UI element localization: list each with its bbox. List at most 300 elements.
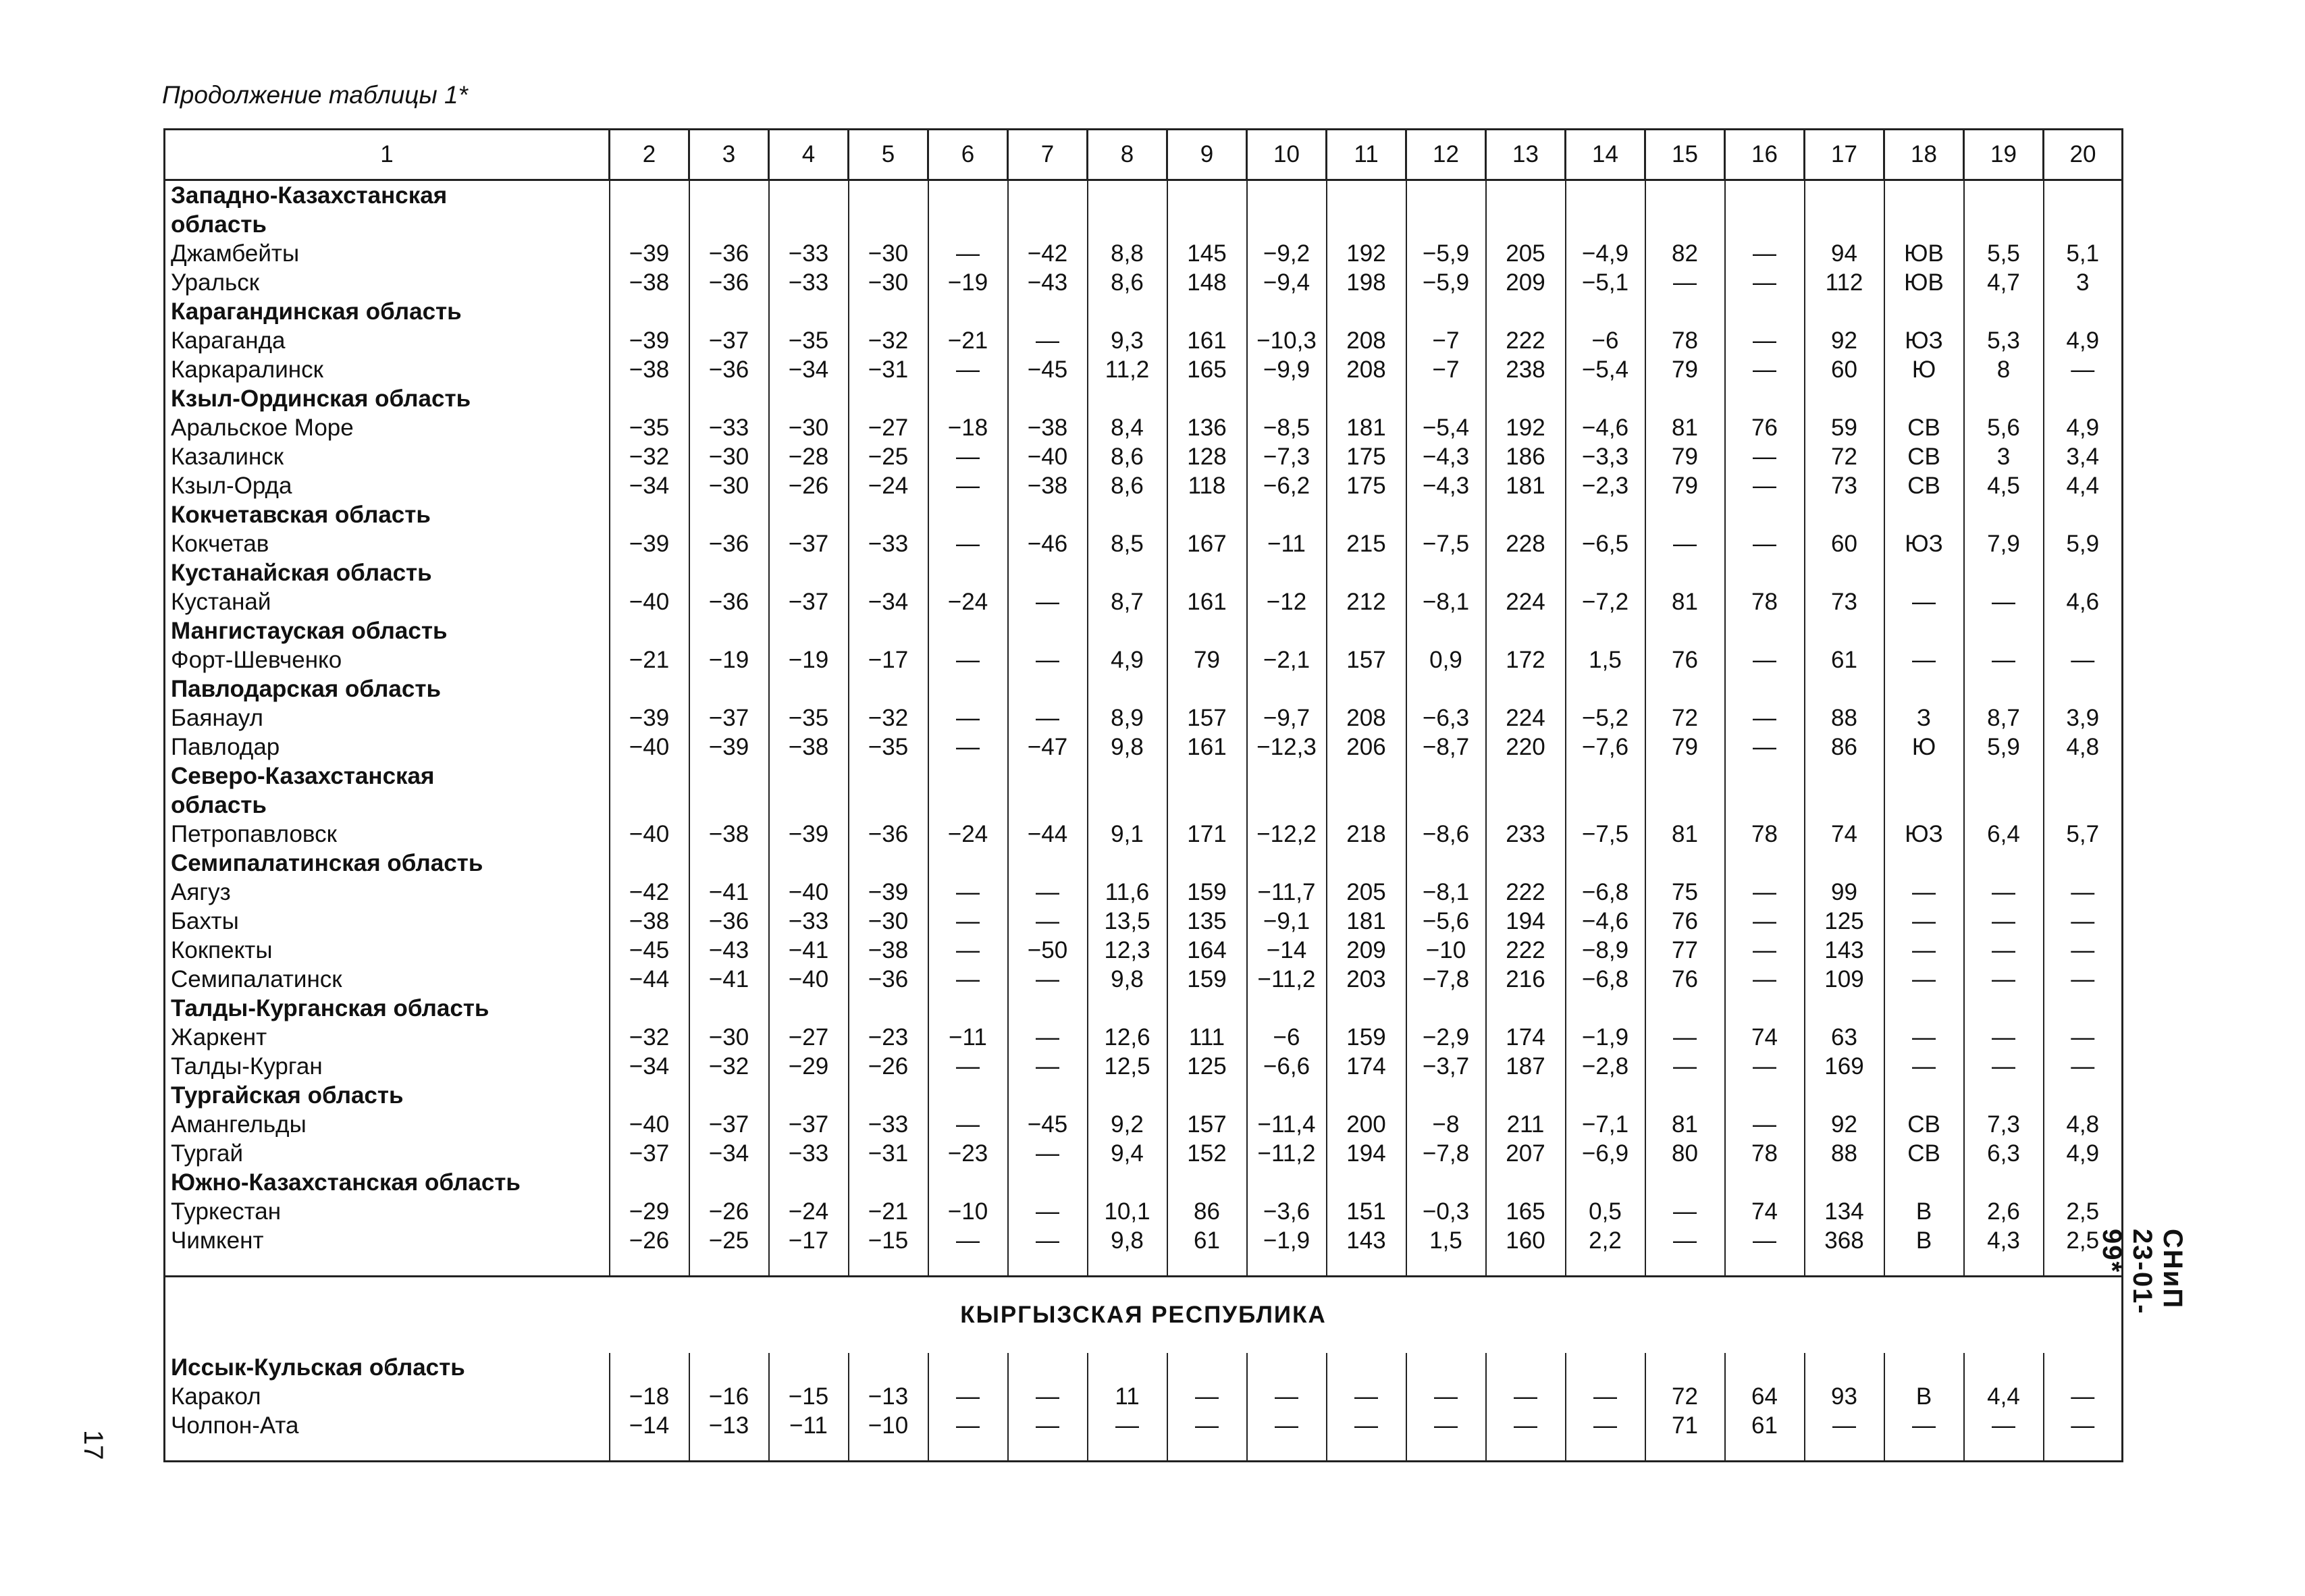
- table-cell: −1,9: [1247, 1226, 1327, 1255]
- table-cell: −46: [1008, 529, 1088, 558]
- region-row: [165, 1353, 2123, 1382]
- table-cell: [1327, 1081, 1406, 1110]
- table-cell: −42: [610, 878, 689, 907]
- table-cell: −31: [849, 1139, 928, 1168]
- table-cell: 0,5: [1566, 1197, 1645, 1226]
- table-cell: [1566, 1440, 1645, 1462]
- table-cell: —: [1167, 1411, 1247, 1440]
- table-cell: [1406, 384, 1486, 413]
- table-cell: [689, 558, 769, 587]
- column-header: 1: [165, 130, 610, 180]
- table-cell: 63: [1805, 1023, 1884, 1052]
- table-cell: 3: [2044, 268, 2123, 297]
- station-name: Жаркент: [165, 1023, 610, 1052]
- table-cell: −32: [610, 1023, 689, 1052]
- table-cell: 3: [1964, 442, 2044, 471]
- table-row: [165, 1110, 2123, 1139]
- region-row: [165, 180, 2123, 211]
- table-cell: [769, 791, 849, 820]
- table-cell: —: [1884, 936, 1964, 965]
- table-cell: [1406, 762, 1486, 791]
- table-cell: [849, 1255, 928, 1277]
- station-name: Караганда: [165, 326, 610, 355]
- table-cell: [1167, 1255, 1247, 1277]
- table-cell: [1486, 500, 1566, 529]
- region-row: [165, 994, 2123, 1023]
- table-cell: —: [1964, 936, 2044, 965]
- table-cell: [928, 1353, 1008, 1382]
- table-cell: [1964, 180, 2044, 211]
- table-row: [165, 355, 2123, 384]
- table-cell: 181: [1327, 907, 1406, 936]
- table-cell: [1167, 1440, 1247, 1462]
- table-cell: —: [1725, 1052, 1805, 1081]
- table-body-kyrgyzstan: [165, 1277, 2123, 1462]
- table-cell: −37: [769, 529, 849, 558]
- table-cell: [610, 500, 689, 529]
- table-cell: —: [1247, 1411, 1327, 1440]
- table-cell: −17: [849, 645, 928, 674]
- table-cell: −11,4: [1247, 1110, 1327, 1139]
- table-cell: —: [928, 733, 1008, 762]
- table-cell: [2044, 791, 2123, 820]
- table-row: [165, 442, 2123, 471]
- table-cell: −12,3: [1247, 733, 1327, 762]
- table-cell: [1884, 500, 1964, 529]
- table-cell: —: [1566, 1411, 1645, 1440]
- table-cell: −38: [1008, 413, 1088, 442]
- table-cell: [1964, 1255, 2044, 1277]
- table-cell: —: [1486, 1411, 1566, 1440]
- table-cell: [928, 1081, 1008, 1110]
- table-cell: 200: [1327, 1110, 1406, 1139]
- table-cell: −8,6: [1406, 820, 1486, 849]
- table-cell: [1645, 1168, 1725, 1197]
- table-cell: −41: [689, 965, 769, 994]
- table-cell: 6,4: [1964, 820, 2044, 849]
- table-cell: [1088, 674, 1167, 703]
- table-cell: [610, 791, 689, 820]
- table-cell: 159: [1327, 1023, 1406, 1052]
- table-cell: [928, 558, 1008, 587]
- table-cell: —: [1008, 1411, 1088, 1440]
- table-cell: 4,3: [1964, 1226, 2044, 1255]
- table-cell: [1247, 849, 1327, 878]
- table-cell: −8,1: [1406, 878, 1486, 907]
- table-cell: [1406, 791, 1486, 820]
- table-cell: −9,2: [1247, 239, 1327, 268]
- table-cell: —: [1725, 733, 1805, 762]
- table-cell: 92: [1805, 1110, 1884, 1139]
- table-cell: [1805, 674, 1884, 703]
- table-cell: —: [928, 442, 1008, 471]
- table-cell: [2044, 1168, 2123, 1197]
- table-cell: 1,5: [1406, 1226, 1486, 1255]
- table-cell: 99: [1805, 878, 1884, 907]
- table-cell: —: [1884, 1411, 1964, 1440]
- column-header: 15: [1645, 130, 1725, 180]
- table-cell: —: [1008, 1052, 1088, 1081]
- table-cell: [1645, 849, 1725, 878]
- table-cell: [1167, 1081, 1247, 1110]
- table-cell: [1247, 500, 1327, 529]
- table-cell: −37: [689, 703, 769, 733]
- table-cell: —: [1008, 645, 1088, 674]
- table-cell: [1964, 994, 2044, 1023]
- table-cell: [1008, 500, 1088, 529]
- table-cell: −21: [928, 326, 1008, 355]
- table-cell: —: [1327, 1382, 1406, 1411]
- table-cell: —: [1566, 1382, 1645, 1411]
- table-cell: −14: [1247, 936, 1327, 965]
- table-cell: [1167, 1168, 1247, 1197]
- table-cell: 11: [1088, 1382, 1167, 1411]
- region-row: [165, 210, 2123, 239]
- table-cell: [1884, 791, 1964, 820]
- table-cell: [1884, 1353, 1964, 1382]
- station-name: Павлодар: [165, 733, 610, 762]
- table-row: [165, 587, 2123, 616]
- table-cell: 11,6: [1088, 878, 1167, 907]
- table-cell: [1247, 210, 1327, 239]
- table-cell: [1247, 674, 1327, 703]
- station-name: Туркестан: [165, 1197, 610, 1226]
- table-cell: −6,6: [1247, 1052, 1327, 1081]
- table-cell: [689, 674, 769, 703]
- table-cell: 222: [1486, 326, 1566, 355]
- table-cell: [1884, 558, 1964, 587]
- table-cell: [1884, 994, 1964, 1023]
- table-cell: [849, 297, 928, 326]
- table-cell: —: [1964, 587, 2044, 616]
- table-cell: 71: [1645, 1411, 1725, 1440]
- table-cell: [1088, 558, 1167, 587]
- table-cell: 238: [1486, 355, 1566, 384]
- region-row: [165, 616, 2123, 645]
- table-cell: [1884, 1168, 1964, 1197]
- table-cell: 4,8: [2044, 733, 2123, 762]
- table-cell: [849, 994, 928, 1023]
- table-cell: —: [1725, 965, 1805, 994]
- table-cell: [689, 849, 769, 878]
- table-cell: —: [2044, 1382, 2123, 1411]
- table-cell: СВ: [1884, 442, 1964, 471]
- table-cell: [689, 791, 769, 820]
- table-cell: [2044, 558, 2123, 587]
- table-cell: [769, 558, 849, 587]
- table-cell: [1964, 1081, 2044, 1110]
- table-cell: −7,6: [1566, 733, 1645, 762]
- table-cell: [1884, 1255, 1964, 1277]
- table-cell: 207: [1486, 1139, 1566, 1168]
- table-cell: [1805, 1168, 1884, 1197]
- table-cell: [1486, 674, 1566, 703]
- region-name: Мангистауская область: [165, 616, 610, 645]
- table-cell: −32: [849, 703, 928, 733]
- table-cell: [1964, 500, 2044, 529]
- table-cell: 4,4: [1964, 1382, 2044, 1411]
- table-cell: В: [1884, 1382, 1964, 1411]
- table-cell: [1008, 180, 1088, 211]
- table-cell: [849, 1353, 928, 1382]
- table-cell: 222: [1486, 936, 1566, 965]
- table-row: [165, 413, 2123, 442]
- table-cell: [610, 180, 689, 211]
- table-cell: [1725, 1440, 1805, 1462]
- table-cell: [1406, 558, 1486, 587]
- table-cell: —: [1725, 239, 1805, 268]
- table-cell: [1008, 674, 1088, 703]
- table-cell: —: [1406, 1382, 1486, 1411]
- table-cell: 216: [1486, 965, 1566, 994]
- table-cell: −5,4: [1566, 355, 1645, 384]
- region-row: [165, 558, 2123, 587]
- table-cell: 8,6: [1088, 268, 1167, 297]
- table-cell: [610, 1081, 689, 1110]
- table-cell: 4,7: [1964, 268, 2044, 297]
- table-cell: 205: [1327, 878, 1406, 907]
- table-cell: [928, 994, 1008, 1023]
- table-cell: 5,1: [2044, 239, 2123, 268]
- region-row: [165, 500, 2123, 529]
- table-cell: [1486, 762, 1566, 791]
- table-cell: [1566, 674, 1645, 703]
- column-header: 5: [849, 130, 928, 180]
- table-cell: [1725, 500, 1805, 529]
- table-cell: 159: [1167, 965, 1247, 994]
- table-cell: −43: [689, 936, 769, 965]
- table-cell: [689, 762, 769, 791]
- table-cell: −25: [849, 442, 928, 471]
- table-cell: −37: [610, 1139, 689, 1168]
- table-cell: —: [1725, 355, 1805, 384]
- table-row: [165, 529, 2123, 558]
- table-cell: [1486, 994, 1566, 1023]
- table-cell: [849, 1081, 928, 1110]
- table-cell: [1088, 180, 1167, 211]
- table-cell: 160: [1486, 1226, 1566, 1255]
- table-cell: 2,2: [1566, 1226, 1645, 1255]
- table-cell: 1,5: [1566, 645, 1645, 674]
- section-banner-row: [165, 1277, 2123, 1354]
- table-cell: 198: [1327, 268, 1406, 297]
- table-cell: −2,3: [1566, 471, 1645, 500]
- table-cell: [1088, 297, 1167, 326]
- table-cell: 218: [1327, 820, 1406, 849]
- table-cell: 209: [1327, 936, 1406, 965]
- table-cell: [689, 994, 769, 1023]
- table-cell: 125: [1167, 1052, 1247, 1081]
- table-cell: [165, 1440, 610, 1462]
- table-cell: [1486, 297, 1566, 326]
- table-cell: [1964, 1168, 2044, 1197]
- table-cell: [1486, 1440, 1566, 1462]
- table-cell: СВ: [1884, 1110, 1964, 1139]
- table-cell: [1725, 1168, 1805, 1197]
- table-cell: 61: [1805, 645, 1884, 674]
- table-cell: −41: [769, 936, 849, 965]
- table-cell: 5,9: [1964, 733, 2044, 762]
- table-cell: 165: [1486, 1197, 1566, 1226]
- table-cell: −45: [1008, 1110, 1088, 1139]
- table-cell: [928, 297, 1008, 326]
- table-cell: [1008, 849, 1088, 878]
- table-cell: [610, 297, 689, 326]
- table-cell: 208: [1327, 326, 1406, 355]
- table-cell: [1486, 1255, 1566, 1277]
- table-cell: —: [1406, 1411, 1486, 1440]
- table-cell: —: [1645, 1052, 1725, 1081]
- table-cell: [1645, 500, 1725, 529]
- table-cell: [1645, 762, 1725, 791]
- table-cell: −0,3: [1406, 1197, 1486, 1226]
- table-cell: СВ: [1884, 413, 1964, 442]
- table-cell: [1725, 1081, 1805, 1110]
- climate-table: [163, 128, 2123, 1462]
- table-cell: [1008, 1168, 1088, 1197]
- table-cell: −12,2: [1247, 820, 1327, 849]
- table-cell: В: [1884, 1197, 1964, 1226]
- region-row: [165, 384, 2123, 413]
- table-cell: −34: [610, 1052, 689, 1081]
- table-cell: [1884, 297, 1964, 326]
- table-cell: [1247, 791, 1327, 820]
- table-cell: [1088, 616, 1167, 645]
- table-cell: [1964, 1353, 2044, 1382]
- table-cell: −40: [610, 820, 689, 849]
- table-cell: −2,8: [1566, 1052, 1645, 1081]
- table-cell: [1805, 500, 1884, 529]
- table-cell: −33: [769, 239, 849, 268]
- table-cell: —: [1884, 587, 1964, 616]
- table-cell: [689, 616, 769, 645]
- table-cell: 161: [1167, 587, 1247, 616]
- table-cell: [1566, 1081, 1645, 1110]
- table-cell: [2044, 1353, 2123, 1382]
- table-cell: [1008, 616, 1088, 645]
- table-cell: 5,3: [1964, 326, 2044, 355]
- table-cell: 92: [1805, 326, 1884, 355]
- table-cell: [1088, 1168, 1167, 1197]
- table-cell: [1645, 558, 1725, 587]
- table-cell: [689, 210, 769, 239]
- table-cell: 76: [1725, 413, 1805, 442]
- table-cell: −32: [610, 442, 689, 471]
- spacer-row: [165, 1440, 2123, 1462]
- table-cell: 11,2: [1088, 355, 1167, 384]
- table-row: [165, 907, 2123, 936]
- table-cell: [2044, 1081, 2123, 1110]
- table-cell: −40: [769, 965, 849, 994]
- table-cell: 9,4: [1088, 1139, 1167, 1168]
- table-cell: −37: [769, 587, 849, 616]
- table-cell: −39: [689, 733, 769, 762]
- table-cell: [1566, 616, 1645, 645]
- table-cell: [1805, 210, 1884, 239]
- table-row: [165, 1226, 2123, 1255]
- table-cell: [689, 180, 769, 211]
- station-name: Баянаул: [165, 703, 610, 733]
- table-cell: [769, 1440, 849, 1462]
- table-cell: 82: [1645, 239, 1725, 268]
- table-cell: [769, 616, 849, 645]
- table-cell: −10,3: [1247, 326, 1327, 355]
- table-cell: [1008, 1353, 1088, 1382]
- table-cell: −33: [849, 1110, 928, 1139]
- table-cell: ЮВ: [1884, 268, 1964, 297]
- table-cell: —: [1884, 645, 1964, 674]
- table-cell: [1406, 297, 1486, 326]
- table-cell: [769, 297, 849, 326]
- region-name: Северо-Казахстанская: [165, 762, 610, 791]
- table-cell: [928, 1168, 1008, 1197]
- table-cell: [1645, 1353, 1725, 1382]
- table-cell: 175: [1327, 442, 1406, 471]
- table-cell: [1008, 558, 1088, 587]
- table-cell: [1247, 384, 1327, 413]
- table-cell: [610, 849, 689, 878]
- table-cell: 72: [1645, 1382, 1725, 1411]
- table-cell: 164: [1167, 936, 1247, 965]
- table-cell: [689, 1353, 769, 1382]
- table-cell: [2044, 180, 2123, 211]
- table-cell: −33: [769, 907, 849, 936]
- table-cell: —: [2044, 907, 2123, 936]
- table-cell: [1327, 210, 1406, 239]
- table-cell: 112: [1805, 268, 1884, 297]
- table-cell: −3,6: [1247, 1197, 1327, 1226]
- table-cell: —: [1964, 878, 2044, 907]
- station-name: Аягуз: [165, 878, 610, 907]
- table-cell: [849, 1440, 928, 1462]
- table-cell: 135: [1167, 907, 1247, 936]
- table-cell: 9,1: [1088, 820, 1167, 849]
- table-cell: [849, 558, 928, 587]
- table-cell: 8,8: [1088, 239, 1167, 268]
- table-cell: [1805, 1255, 1884, 1277]
- table-cell: 161: [1167, 326, 1247, 355]
- table-cell: −6,3: [1406, 703, 1486, 733]
- column-header: 8: [1088, 130, 1167, 180]
- table-cell: −38: [610, 907, 689, 936]
- table-cell: —: [1964, 1052, 2044, 1081]
- table-cell: −50: [1008, 936, 1088, 965]
- table-cell: [1327, 1168, 1406, 1197]
- table-cell: —: [1486, 1382, 1566, 1411]
- table-cell: [2044, 762, 2123, 791]
- table-cell: 224: [1486, 587, 1566, 616]
- table-cell: −4,9: [1566, 239, 1645, 268]
- table-cell: −34: [689, 1139, 769, 1168]
- table-cell: −21: [610, 645, 689, 674]
- table-cell: 8,9: [1088, 703, 1167, 733]
- table-cell: СВ: [1884, 1139, 1964, 1168]
- table-cell: [769, 1255, 849, 1277]
- table-cell: −23: [928, 1139, 1008, 1168]
- table-cell: −8,1: [1406, 587, 1486, 616]
- table-cell: −17: [769, 1226, 849, 1255]
- station-name: Талды-Курган: [165, 1052, 610, 1081]
- table-cell: [610, 210, 689, 239]
- column-header: 10: [1247, 130, 1327, 180]
- table-cell: —: [2044, 355, 2123, 384]
- table-cell: −38: [769, 733, 849, 762]
- table-cell: 73: [1805, 587, 1884, 616]
- table-cell: [1406, 616, 1486, 645]
- table-cell: 8,4: [1088, 413, 1167, 442]
- table-cell: 134: [1805, 1197, 1884, 1226]
- table-cell: [769, 1353, 849, 1382]
